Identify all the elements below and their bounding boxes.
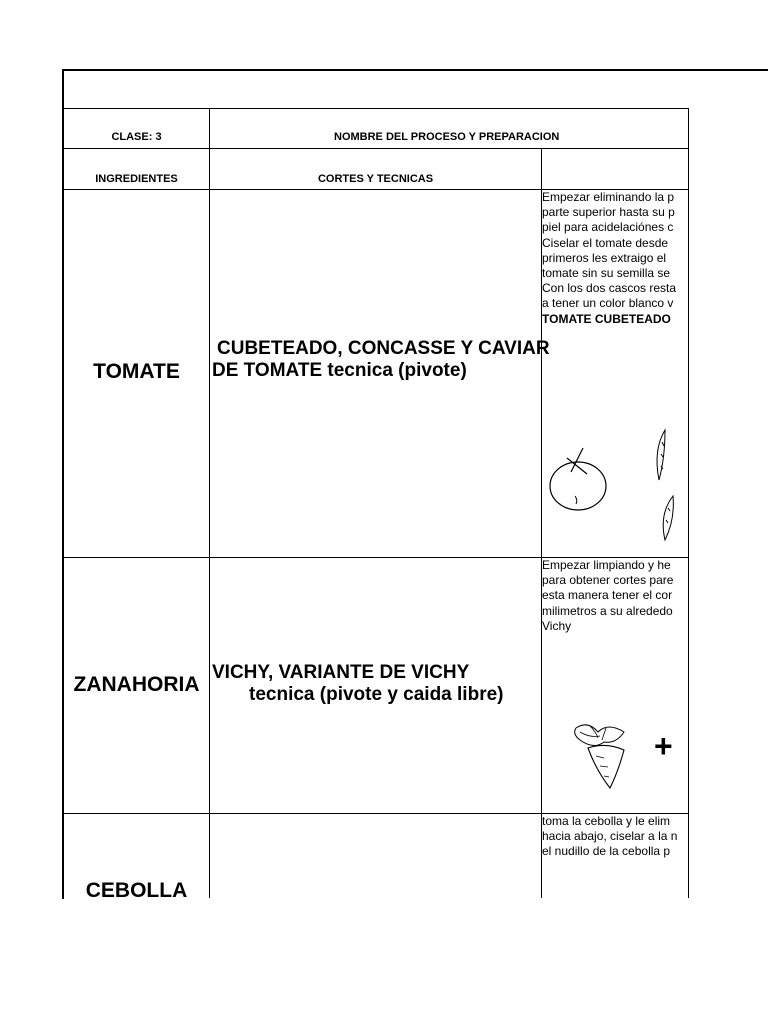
ingredient-cebolla: CEBOLLA <box>85 879 188 902</box>
technique-tomate <box>212 338 550 382</box>
process-name-header: NOMBRE DEL PROCESO Y PREPARACION <box>334 131 560 143</box>
description-line: hacia abajo, ciselar a la n <box>542 829 678 844</box>
technique-zanahoria <box>212 662 503 706</box>
technique-line: DE TOMATE tecnica (pivote) <box>212 360 467 381</box>
technique-line: tecnica (pivote y caida libre) <box>249 684 504 705</box>
description-subtitle: TOMATE CUBETEADO <box>542 311 671 326</box>
description-line: el nudillo de la cebolla p <box>542 844 671 859</box>
description-line: piel para acidelaciónes c <box>542 220 674 235</box>
carrot-sketch <box>566 718 636 790</box>
left-border <box>62 69 64 899</box>
description-line: Con los dos cascos resta <box>542 281 677 296</box>
description-line: para obtener cortes pare <box>542 573 674 588</box>
ingredient-tomate: TOMATE <box>93 360 180 383</box>
description-line: primeros les extraigo el <box>542 250 667 265</box>
row-divider <box>62 148 688 149</box>
description-line: tomate sin su semilla se <box>542 266 671 281</box>
description-line: milimetros a su alrededo <box>542 603 673 618</box>
cuts-techniques-header: CORTES Y TECNICAS <box>317 173 434 185</box>
description-line: parte superior hasta su p <box>542 205 675 220</box>
technique-line: VICHY, VARIANTE DE VICHY <box>212 662 470 683</box>
tomato-sketch <box>545 420 690 550</box>
description-line: Vichy <box>542 618 572 633</box>
ingredients-header: INGREDIENTES <box>95 173 178 185</box>
description-line: Empezar eliminando la p <box>542 190 675 204</box>
row-divider <box>62 108 688 109</box>
description-line: a tener un color blanco v <box>542 296 674 311</box>
column-divider <box>209 108 210 898</box>
clase-label: CLASE: 3 <box>111 131 162 143</box>
top-border <box>62 69 768 71</box>
description-line: toma la cebolla y le elim <box>542 814 671 828</box>
description-line: esta manera tener el cor <box>542 588 673 603</box>
description-cebolla <box>542 814 688 860</box>
description-tomate <box>542 190 688 327</box>
description-line: Ciselar el tomate desde <box>542 235 669 250</box>
description-zanahoria <box>542 558 688 634</box>
description-line: Empezar limpiando y he <box>542 558 671 572</box>
ingredient-zanahoria: ZANAHORIA <box>73 673 200 696</box>
plus-sign: + <box>654 728 673 764</box>
technique-line: CUBETEADO, CONCASSE Y CAVIAR <box>217 338 550 359</box>
